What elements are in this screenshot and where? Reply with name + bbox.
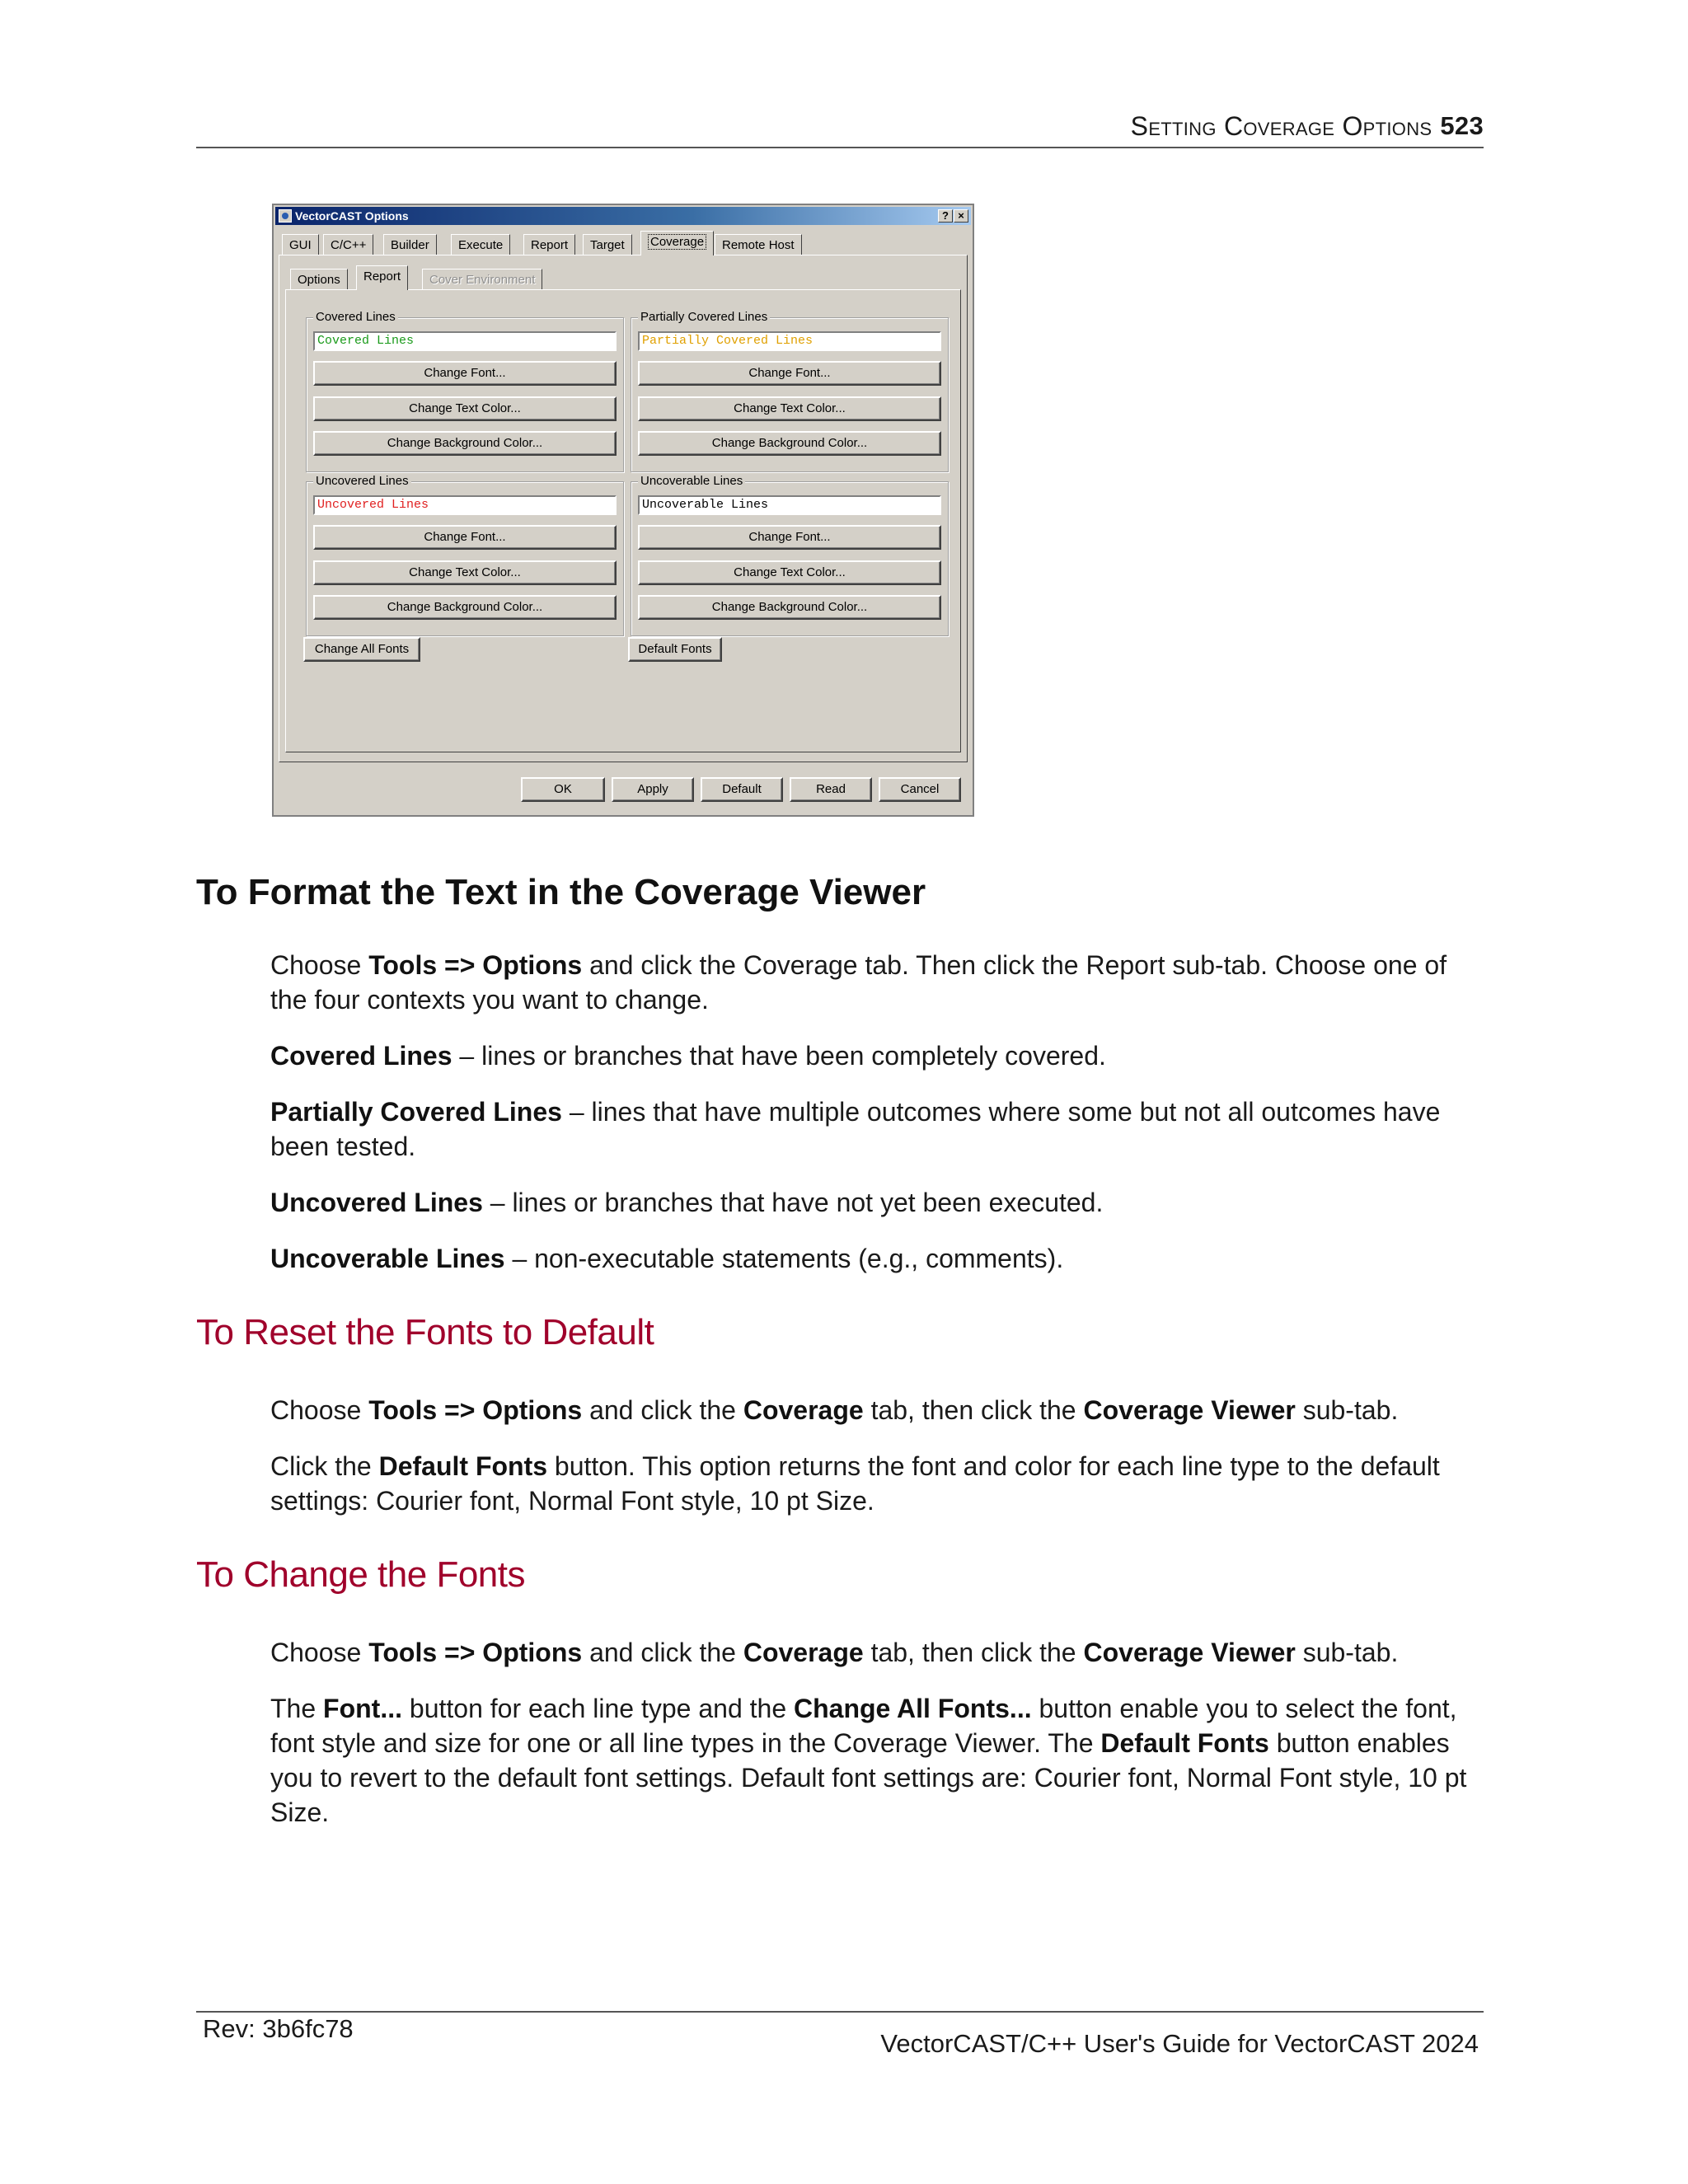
tab-cpp[interactable]: C/C++	[323, 234, 373, 255]
change-background-color-button[interactable]: Change Background Color...	[638, 595, 941, 620]
paragraph-choose-tools: Choose Tools => Options and click the Coverage tab. Then click the Report sub-tab. Choose one of the four contexts you want to change.	[270, 950, 1447, 1015]
definition-uncoverable-lines: Uncoverable Lines – non-executable statements (e.g., comments).	[270, 1244, 1064, 1273]
cancel-button[interactable]: Cancel	[879, 777, 961, 802]
group-uncoverable-lines	[631, 474, 949, 636]
dialog-title: VectorCAST Options	[295, 209, 409, 223]
change-font-button[interactable]: Change Font...	[313, 525, 617, 550]
footer-guide-title: VectorCAST/C++ User's Guide for VectorCAST 2024	[880, 2029, 1479, 2058]
vectorcast-options-dialog	[272, 204, 974, 817]
group-title: Uncovered Lines	[313, 474, 411, 489]
uncoverable-lines-sample: Uncoverable Lines	[638, 495, 941, 515]
change-font-button[interactable]: Change Font...	[638, 525, 941, 550]
tab-execute[interactable]: Execute	[451, 234, 510, 255]
definition-partially-covered-lines: Partially Covered Lines – lines that have multiple outcomes where some but not all outcomes have been tested.	[270, 1097, 1441, 1161]
tab-remote-host[interactable]: Remote Host	[715, 234, 802, 255]
paragraph-change-choose-tools: Choose Tools => Options and click the Coverage tab, then click the Coverage Viewer sub-tab.	[270, 1638, 1399, 1667]
change-font-button[interactable]: Change Font...	[638, 361, 941, 386]
app-icon	[279, 209, 292, 223]
heading-format-text: To Format the Text in the Coverage Viewer	[196, 872, 926, 912]
definition-covered-lines: Covered Lines – lines or branches that have been completely covered.	[270, 1041, 1106, 1071]
footer-revision: Rev: 3b6fc78	[203, 2014, 354, 2043]
change-font-button[interactable]: Change Font...	[313, 361, 617, 386]
section-title: Setting Coverage Options	[1130, 110, 1432, 141]
tab-builder[interactable]: Builder	[383, 234, 437, 255]
group-title: Uncoverable Lines	[638, 474, 745, 489]
paragraph-font-buttons: The Font... button for each line type and the Change All Fonts... button enable you to select the font, font style and size for one or all line types in the Coverage Viewer. The Default Fonts button enables you to revert to the default font settings. Default font settings are: Courier font, Normal Font style, 10 pt Size.	[270, 1694, 1467, 1827]
close-icon[interactable]: ×	[954, 209, 968, 223]
change-background-color-button[interactable]: Change Background Color...	[313, 595, 617, 620]
change-background-color-button[interactable]: Change Background Color...	[638, 431, 941, 456]
definition-uncovered-lines: Uncovered Lines – lines or branches that have not yet been executed.	[270, 1188, 1104, 1217]
group-title: Partially Covered Lines	[638, 310, 770, 325]
change-text-color-button[interactable]: Change Text Color...	[638, 396, 941, 421]
apply-button[interactable]: Apply	[612, 777, 694, 802]
paragraph-default-fonts: Click the Default Fonts button. This option returns the font and color for each line type to the default settings: Courier font, Normal Font style, 10 pt Size.	[270, 1451, 1440, 1516]
change-text-color-button[interactable]: Change Text Color...	[313, 396, 617, 421]
ok-button[interactable]: OK	[521, 777, 605, 802]
change-background-color-button[interactable]: Change Background Color...	[313, 431, 617, 456]
heading-change-fonts: To Change the Fonts	[196, 1554, 525, 1595]
change-text-color-button[interactable]: Change Text Color...	[638, 560, 941, 585]
page-number: 523	[1440, 111, 1484, 140]
group-title: Covered Lines	[313, 310, 398, 325]
default-button[interactable]: Default	[701, 777, 783, 802]
paragraph-reset-choose-tools: Choose Tools => Options and click the Coverage tab, then click the Coverage Viewer sub-tab.	[270, 1395, 1399, 1425]
footer-rule	[196, 2011, 1484, 2013]
tab-coverage[interactable]: Coverage	[640, 231, 714, 255]
help-button[interactable]: ?	[938, 209, 953, 223]
group-uncovered-lines	[306, 474, 624, 636]
tab-report[interactable]: Report	[523, 234, 575, 255]
dialog-titlebar	[275, 207, 971, 225]
uncovered-lines-sample: Uncovered Lines	[313, 495, 617, 515]
change-all-fonts-button[interactable]: Change All Fonts	[303, 637, 420, 662]
change-text-color-button[interactable]: Change Text Color...	[313, 560, 617, 585]
read-button[interactable]: Read	[790, 777, 872, 802]
heading-reset-fonts: To Reset the Fonts to Default	[196, 1312, 654, 1352]
subtab-cover-environment: Cover Environment	[422, 269, 542, 290]
tab-gui[interactable]: GUI	[282, 234, 319, 255]
group-covered-lines	[306, 310, 624, 472]
subtab-options[interactable]: Options	[290, 269, 348, 290]
group-partially-covered-lines	[631, 310, 949, 472]
default-fonts-button[interactable]: Default Fonts	[628, 637, 722, 662]
covered-lines-sample: Covered Lines	[313, 331, 617, 351]
running-header	[196, 105, 1484, 148]
partially-covered-lines-sample: Partially Covered Lines	[638, 331, 941, 351]
subtab-report[interactable]: Report	[356, 265, 408, 290]
tab-target[interactable]: Target	[583, 234, 632, 255]
